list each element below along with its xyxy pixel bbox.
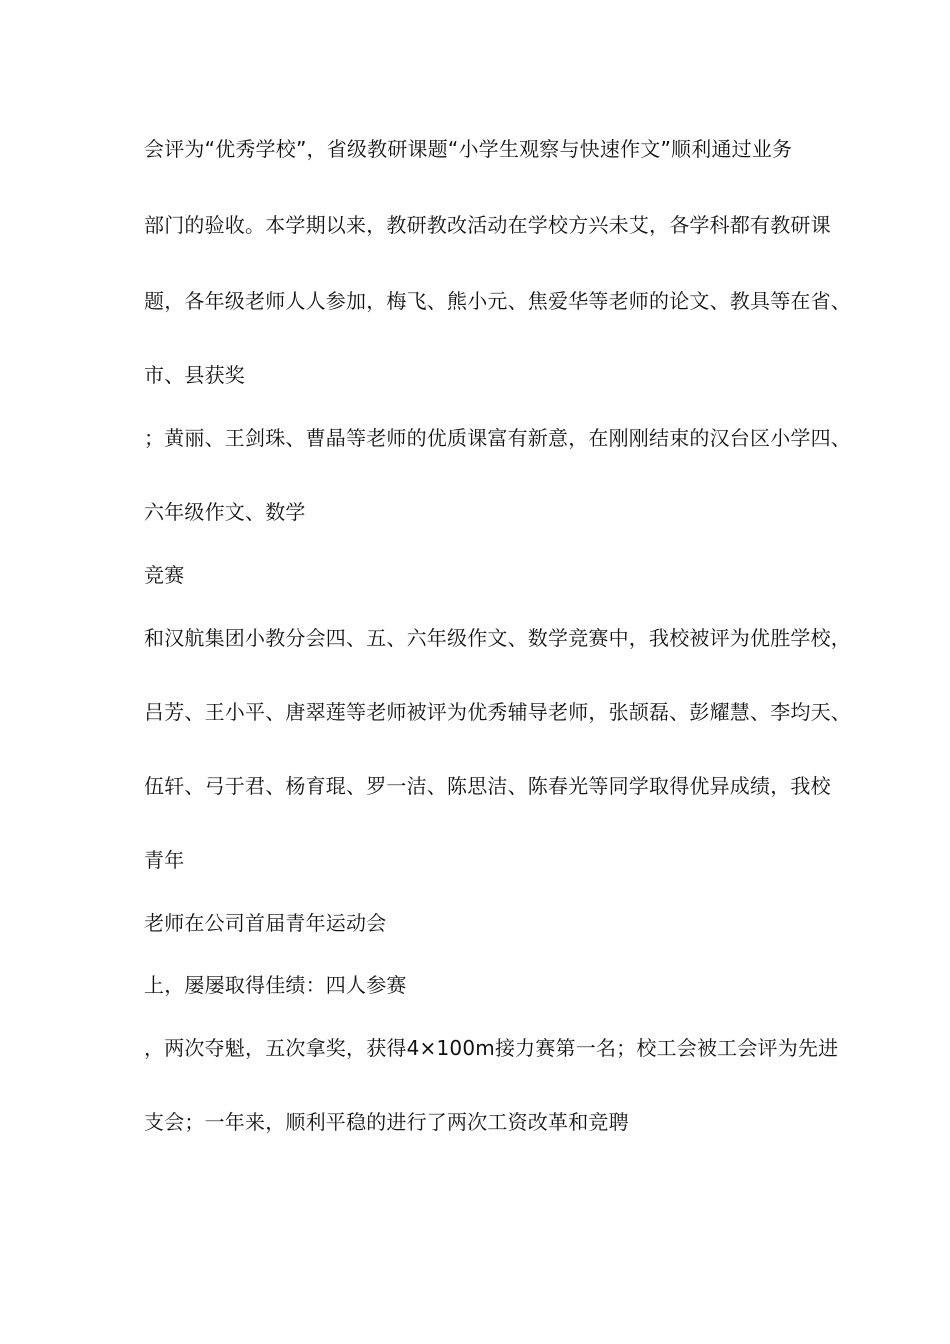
text-line: 青年	[144, 848, 185, 872]
text-line: 六年级作文、数学	[144, 500, 306, 524]
text-line: 市、县获奖	[144, 363, 245, 387]
text-line: 部门的验收。本学期以来，教研教改活动在学校方兴未艾，各学科都有教研课	[144, 213, 831, 237]
text-line: ；黄丽、王剑珠、曹晶等老师的优质课富有新意，在刚刚结束的汉台区小学四、	[144, 426, 851, 450]
text-line: 上，屡屡取得佳绩：四人参赛	[144, 973, 407, 997]
text-line: 支会；一年来，顺利平稳的进行了两次工资改革和竞聘	[144, 1110, 629, 1134]
text-line: ，两次夺魁，五次拿奖，获得4×100m接力赛第一名；校工会被工会评为先进	[144, 1036, 839, 1060]
text-line: 和汉航集团小教分会四、五、六年级作文、数学竞赛中，我校被评为优胜学校，	[144, 626, 851, 650]
text-line: 伍轩、弓于君、杨育琨、罗一洁、陈思洁、陈春光等同学取得优异成绩，我校	[144, 774, 831, 798]
text-line: 竞赛	[144, 563, 185, 587]
text-line: 会评为“优秀学校”，省级教研课题“小学生观察与快速作文”顺利通过业务	[144, 137, 793, 161]
text-line: 题，各年级老师人人参加，梅飞、熊小元、焦爱华等老师的论文、教具等在省、	[144, 289, 851, 313]
text-line: 吕芳、王小平、唐翠莲等老师被评为优秀辅导老师，张颉磊、彭耀慧、李均天、	[144, 700, 851, 724]
text-line: 老师在公司首届青年运动会	[144, 911, 387, 935]
